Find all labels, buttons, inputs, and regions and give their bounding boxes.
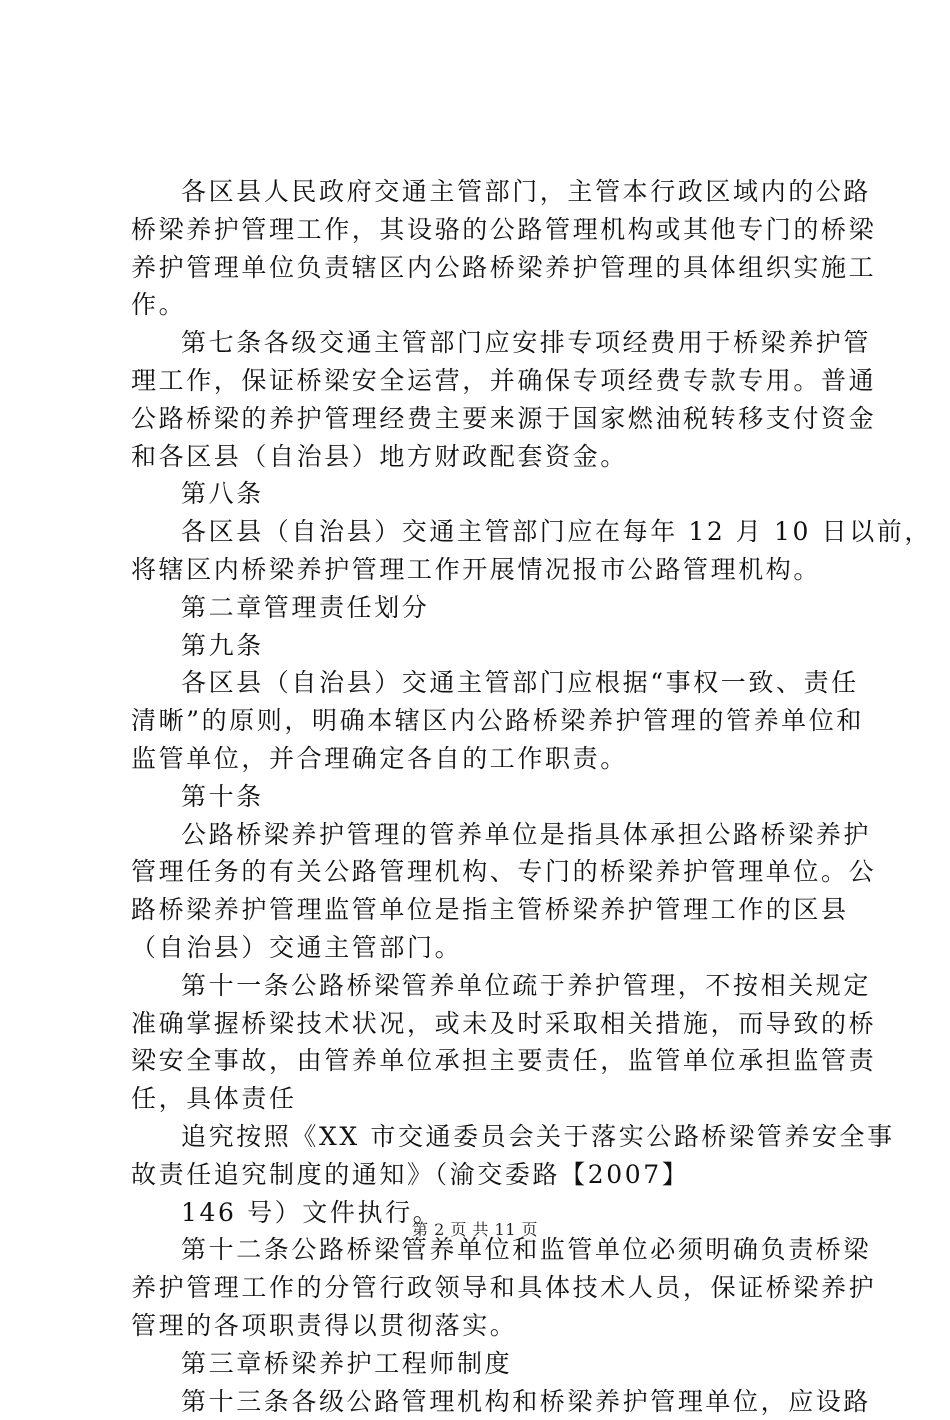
text-line: 和各区县（自治县）地方财政配套资金。 <box>131 438 831 476</box>
text-line: 管理的各项职责得以贯彻落实。 <box>131 1307 831 1345</box>
text-line: （自治县）交通主管部门。 <box>131 929 831 967</box>
article-heading: 第十条 <box>131 778 831 816</box>
text-line: 将辖区内桥梁养护管理工作开展情况报市公路管理机构。 <box>131 551 831 589</box>
text-line: 各区县（自治县）交通主管部门应根据“事权一致、责任 <box>131 664 831 702</box>
text-line: 146 号）文件执行。 <box>131 1194 831 1232</box>
text-line: 追究按照《XX 市交通委员会关于落实公路桥梁管养安全事 <box>131 1118 831 1156</box>
page-number: 第 2 页 共 11 页 <box>412 1220 538 1239</box>
text-line: 各区县人民政府交通主管部门，主管本行政区域内的公路 <box>131 173 831 211</box>
article-heading: 第八条 <box>131 475 831 513</box>
text-line: 各区县（自治县）交通主管部门应在每年 12 月 10 日以前， <box>131 513 831 551</box>
page-footer <box>0 1217 950 1240</box>
text-line: 桥梁养护管理工作，其设骆的公路管理机构或其他专门的桥梁 <box>131 211 831 249</box>
text-line: 任，具体责任 <box>131 1080 831 1118</box>
text-line: 故责任追究制度的通知》（渝交委路【2007】 <box>131 1156 831 1194</box>
chapter-heading: 第三章桥梁养护工程师制度 <box>131 1345 831 1383</box>
article-heading: 第九条 <box>131 627 831 665</box>
text-line: 作。 <box>131 286 831 324</box>
text-line: 清晰”的原则，明确本辖区内公路桥梁养护管理的管养单位和 <box>131 702 831 740</box>
text-line: 理工作，保证桥梁安全运营，并确保专项经费专款专用。普通 <box>131 362 831 400</box>
text-line: 第十三条各级公路管理机构和桥梁养护管理单位，应设路 <box>131 1383 831 1420</box>
text-line: 第七条各级交通主管部门应安排专项经费用于桥梁养护管 <box>131 324 831 362</box>
text-line: 养护管理工作的分管行政领导和具体技术人员，保证桥梁养护 <box>131 1269 831 1307</box>
text-line: 管理任务的有关公路管理机构、专门的桥梁养护管理单位。公 <box>131 853 831 891</box>
text-line: 梁安全事故，由管养单位承担主要责任，监管单位承担监管责 <box>131 1042 831 1080</box>
text-line: 养护管理单位负责辖区内公路桥梁养护管理的具体组织实施工 <box>131 249 831 287</box>
text-line: 路桥梁养护管理监管单位是指主管桥梁养护管理工作的区县 <box>131 891 831 929</box>
text-line: 准确掌握桥梁技术状况，或未及时采取相关措施，而导致的桥 <box>131 1005 831 1043</box>
text-line: 公路桥梁的养护管理经费主要来源于国家燃油税转移支付资金 <box>131 400 831 438</box>
chapter-heading: 第二章管理责任划分 <box>131 589 831 627</box>
text-line: 监管单位，并合理确定各自的工作职责。 <box>131 740 831 778</box>
text-line: 公路桥梁养护管理的管养单位是指具体承担公路桥梁养护 <box>131 816 831 854</box>
text-line: 第十二条公路桥梁管养单位和监管单位必须明确负责桥梁 <box>131 1231 831 1269</box>
text-line: 第十一条公路桥梁管养单位疏于养护管理，不按相关规定 <box>131 967 831 1005</box>
